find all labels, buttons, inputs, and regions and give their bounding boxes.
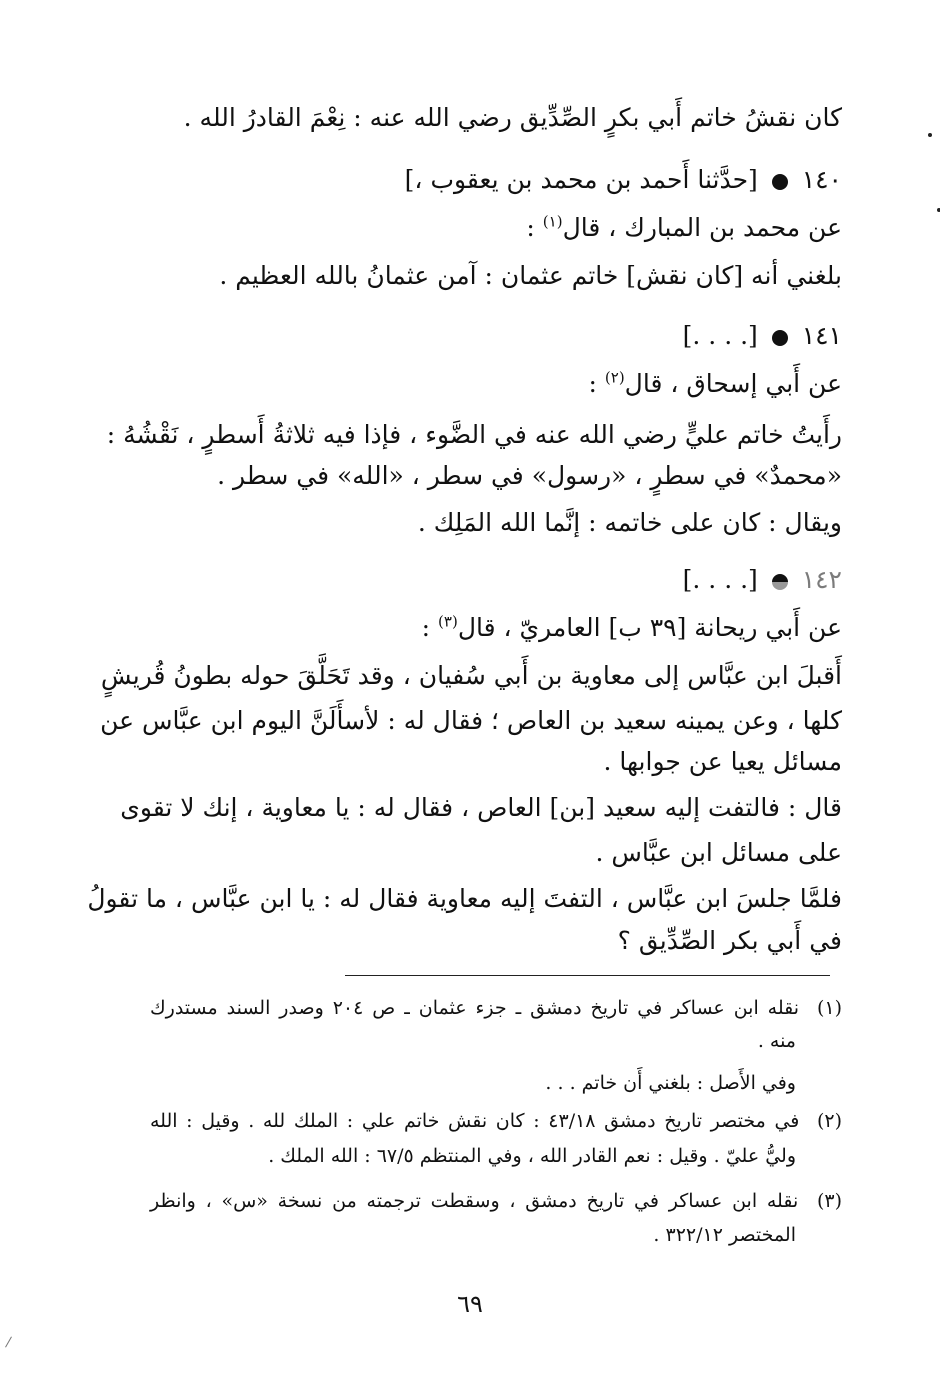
text-line-18: في أَبي بكر الصِّدِّيق ؟ bbox=[617, 926, 842, 955]
entry-140-heading bbox=[405, 163, 842, 197]
footnote-number: (١) bbox=[816, 997, 843, 1019]
entry-isnad: [. . . .] bbox=[682, 321, 758, 350]
footnote-1-line-1: (١) نقله ابن عساكر في تاريخ دمشق ـ جزء عثمان ـ ص ٢٠٤ وصدر السند مستدرك bbox=[150, 993, 842, 1023]
text-line-9: ويقال : كان على خاتمه : إنَّما الله المَلِك . bbox=[417, 508, 842, 537]
text-line-3: عن محمد بن المبارك ، قال$^{(١)}$ : bbox=[526, 212, 842, 242]
text-line-11: عن أَبي ريحانة [٣٩ ب] العامريّ ، قال$^{(٣)}$ : bbox=[421, 612, 842, 642]
footnote-3-line-1: (٣) نقله ابن عساكر في تاريخ دمشق ، وسقطت ترجمته من نسخة «س» ، وانظر bbox=[150, 1186, 842, 1216]
bullet-icon bbox=[772, 174, 788, 190]
footnote-2-line-1: (٢) في مختصر تاريخ دمشق ٤٣/١٨ : كان نقش خاتم علي : الملك لله . وقيل : الله bbox=[150, 1106, 842, 1136]
footnote-ref: (١) bbox=[542, 212, 563, 231]
footnote-number: (٣) bbox=[816, 1190, 842, 1212]
text-line-7: رأَيتُ خاتم عليٍّ رضي الله عنه في الضَّوء ، فإذا فيه ثلاثةُ أَسطرٍ ، نَقْشُهُ : bbox=[106, 420, 842, 449]
entry-number: ١٤١ bbox=[801, 321, 842, 350]
bullet-icon bbox=[772, 574, 788, 590]
text-line-4: بلغني أنه [كان نقش] خاتم عثمان : آمن عثمانُ بالله العظيم . bbox=[219, 261, 842, 290]
page-number: ٦٩ bbox=[457, 1290, 483, 1318]
footnote-number: (٢) bbox=[816, 1110, 842, 1132]
footnote-2-line-2: وليُّ عليّ . وقيل : نعم القادر الله ، وفي المنتظم ٦٧/٥ : الله الملك . bbox=[268, 1145, 796, 1167]
text-line-14: مسائل يعيا عن جوابها . bbox=[603, 747, 842, 776]
text-line-12: أَقبلَ ابن عبَّاس إلى معاوية بن أَبي سُفيان ، وقد تَحَلَّقَ حوله بطونُ قُريشٍ bbox=[100, 661, 842, 690]
entry-number: ١٤٢ bbox=[801, 565, 842, 594]
entry-isnad: [. . . .] bbox=[682, 565, 758, 594]
scan-mark bbox=[5, 1337, 12, 1348]
scan-speck bbox=[928, 133, 932, 137]
entry-number: ١٤٠ bbox=[801, 165, 842, 194]
footnote-1-line-2: منه . bbox=[757, 1030, 796, 1052]
text-line-16: على مسائل ابن عبَّاس . bbox=[595, 838, 842, 867]
entry-isnad: [حدَّثنا أَحمد بن محمد بن يعقوب ،] bbox=[404, 165, 758, 194]
text-line-15: قال : فالتفت إليه سعيد [بن] العاص ، فقال له : يا معاوية ، إنك لا تقوى bbox=[120, 793, 842, 822]
text-line-6: عن أَبي إسحاق ، قال$^{(٢)}$ : bbox=[588, 368, 842, 398]
footnote-1-line-3: وفي الأَصل : بلغني أَن خاتم . . . bbox=[545, 1072, 796, 1094]
bullet-icon bbox=[772, 330, 788, 346]
footnote-ref: (٢) bbox=[604, 368, 625, 387]
text-line-17: فلمَّا جلسَ ابن عبَّاس ، التفتَ إليه معاوية فقال له : يا ابن عبَّاس ، ما تقولُ bbox=[87, 884, 842, 913]
footnote-ref: (٣) bbox=[438, 612, 458, 631]
text-line-8: «محمدٌ» في سطرٍ ، «رسول» في سطر ، «الله» في سطر . bbox=[217, 461, 842, 490]
text-line-13: كلها ، وعن يمينه سعيد بن العاص ؛ فقال له : لأسأَلَنَّ اليوم ابن عبَّاس عن bbox=[100, 706, 842, 735]
entry-141-heading bbox=[683, 319, 842, 353]
entry-142-heading bbox=[683, 563, 842, 597]
footnote-3-line-2: المختصر ٣٢٢/١٢ . bbox=[653, 1224, 796, 1246]
footnote-divider bbox=[345, 975, 830, 976]
text-line-1: كان نقشُ خاتم أَبي بكرٍ الصِّدِّيق رضي الله عنه : نِعْمَ القادرُ الله . bbox=[183, 103, 842, 132]
